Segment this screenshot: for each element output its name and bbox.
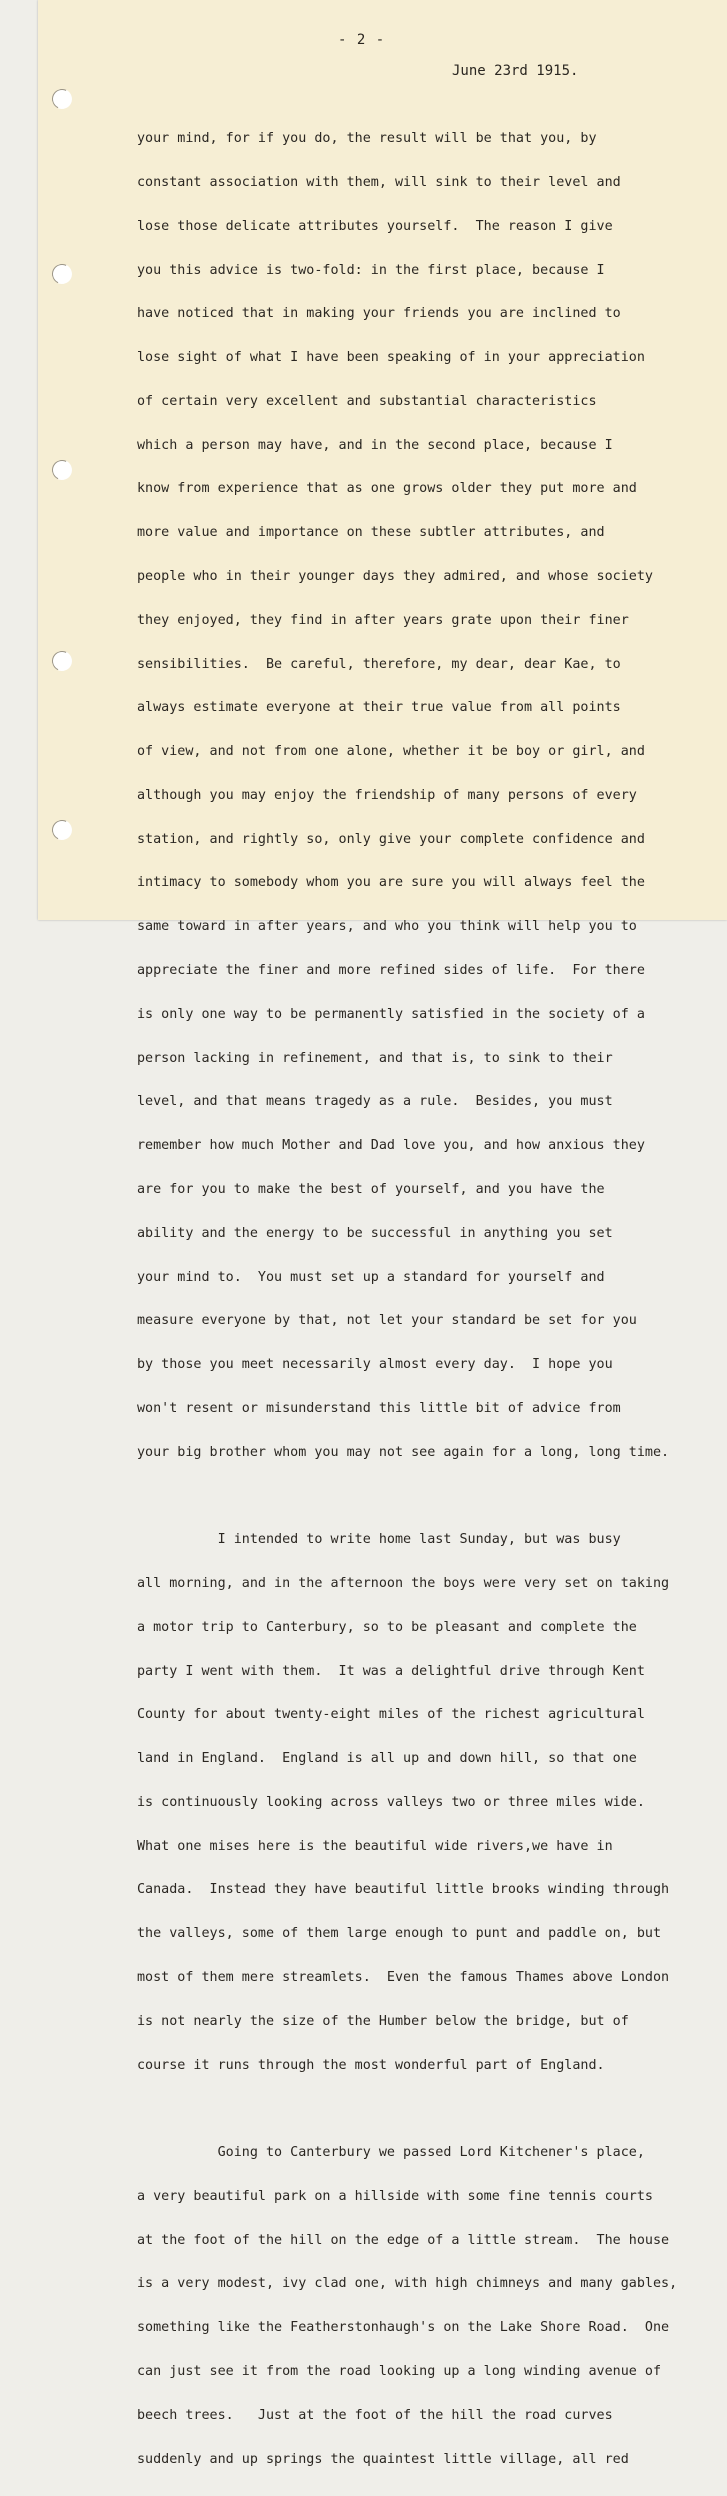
text-line: suddenly and up springs the quaintest little village, all red	[137, 2451, 629, 2467]
text-line: is continuously looking across valleys two or three miles wide.	[137, 1794, 645, 1810]
text-line: measure everyone by that, not let your standard be set for you	[137, 1313, 637, 1329]
text-line: although you may enjoy the friendship of many persons of every	[137, 787, 637, 803]
text-line: your big brother whom you may not see again for a long, long time.	[137, 1444, 670, 1460]
text-line: of view, and not from one alone, whether it be boy or girl, and	[137, 744, 645, 760]
text-line: more value and importance on these subtler attributes, and	[137, 525, 605, 541]
text-line: same toward in after years, and who you think will help you to	[137, 919, 637, 935]
paragraph	[137, 103, 717, 1489]
text-line: is only one way to be permanently satisfied in the society of a	[137, 1006, 645, 1022]
paragraph	[137, 2117, 717, 2496]
text-line: intimacy to somebody whom you are sure you will always feel the	[137, 875, 645, 891]
text-line: have noticed that in making your friends you are inclined to	[137, 306, 621, 322]
text-line: constant association with them, will sink to their level and	[137, 174, 621, 190]
text-line: something like the Featherstonhaugh's on the Lake Shore Road. One	[137, 2320, 670, 2336]
text-line: can just see it from the road looking up a long winding avenue of	[137, 2364, 662, 2380]
text-line: you this advice is two-fold: in the first place, because I	[137, 262, 605, 278]
text-line: What one mises here is the beautiful wide rivers,we have in	[137, 1838, 613, 1854]
letter-date: June 23rd 1915.	[452, 63, 579, 79]
text-line: County for about twenty-eight miles of the richest agricultural	[137, 1707, 645, 1723]
text-line: of certain very excellent and substantial characteristics	[137, 393, 597, 409]
text-line: course it runs through the most wonderful part of England.	[137, 2057, 605, 2073]
text-line: appreciate the finer and more refined sides of life. For there	[137, 963, 645, 979]
text-line: a very beautiful park on a hillside with some fine tennis courts	[137, 2188, 653, 2204]
paragraph	[137, 1504, 717, 2102]
text-line: ability and the energy to be successful in anything you set	[137, 1225, 613, 1241]
text-line: lose those delicate attributes yourself. The reason I give	[137, 218, 613, 234]
letter-body	[137, 103, 717, 2496]
text-line: is not nearly the size of the Humber below the bridge, but of	[137, 2013, 629, 2029]
text-line: people who in their younger days they admired, and whose society	[137, 569, 653, 584]
text-line: are for you to make the best of yourself, and you have the	[137, 1181, 605, 1197]
text-line: sensibilities. Be careful, therefore, my dear, dear Kae, to	[137, 656, 621, 672]
text-line: beech trees. Just at the foot of the hill the road curves	[137, 2407, 613, 2423]
text-line: party I went with them. It was a delightful drive through Kent	[137, 1663, 645, 1679]
text-line: your mind to. You must set up a standard for yourself and	[137, 1269, 605, 1285]
text-line: person lacking in refinement, and that is, to sink to their	[137, 1050, 613, 1066]
text-line: station, and rightly so, only give your complete confidence and	[137, 831, 645, 847]
text-line: at the foot of the hill on the edge of a little stream. The house	[137, 2232, 670, 2248]
text-line: Going to Canterbury we passed Lord Kitchener's place,	[137, 2145, 645, 2161]
text-line: level, and that means tragedy as a rule. Besides, you must	[137, 1094, 613, 1110]
text-line: land in England. England is all up and down hill, so that one	[137, 1751, 637, 1767]
text-line: always estimate everyone at their true value from all points	[137, 700, 621, 716]
text-line: a motor trip to Canterbury, so to be pleasant and complete the	[137, 1619, 637, 1635]
text-line: by those you meet necessarily almost every day. I hope you	[137, 1357, 613, 1373]
text-line: all morning, and in the afternoon the boys were very set on taking	[137, 1575, 670, 1591]
text-line: know from experience that as one grows older they put more and	[137, 481, 637, 497]
text-line: won't resent or misunderstand this little bit of advice from	[137, 1400, 621, 1416]
text-line: lose sight of what I have been speaking of in your appreciation	[137, 350, 645, 366]
text-line: the valleys, some of them large enough to punt and paddle on, but	[137, 1926, 662, 1942]
page-number: - 2 -	[338, 32, 386, 48]
text-line: Canada. Instead they have beautiful little brooks winding through	[137, 1882, 670, 1898]
text-line: is a very modest, ivy clad one, with high chimneys and many gables,	[137, 2276, 678, 2292]
text-line: which a person may have, and in the second place, because I	[137, 437, 613, 453]
text-line: remember how much Mother and Dad love you, and how anxious they	[137, 1138, 645, 1154]
text-line: your mind, for if you do, the result will be that you, by	[137, 131, 597, 147]
text-line: most of them mere streamlets. Even the famous Thames above London	[137, 1970, 670, 1985]
text-line: I intended to write home last Sunday, but was busy	[137, 1532, 621, 1548]
text-line: they enjoyed, they find in after years grate upon their finer	[137, 612, 629, 628]
